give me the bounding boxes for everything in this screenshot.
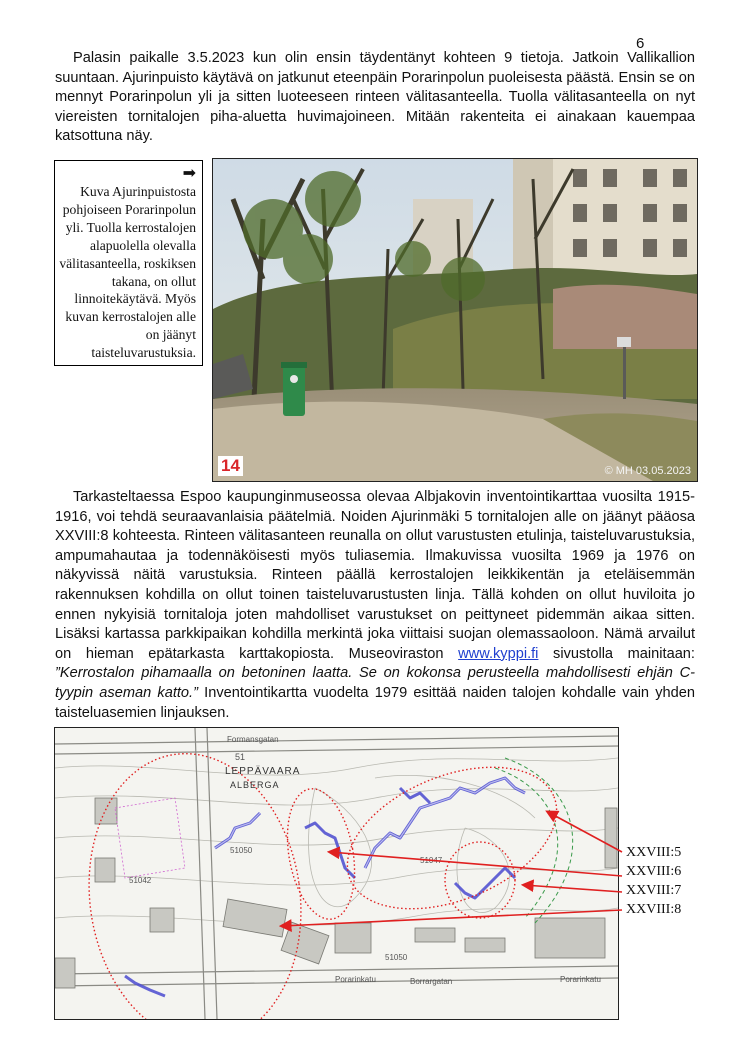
map-block-51: 51: [235, 752, 246, 762]
map-street-formansgatan: Formansgatan: [227, 735, 279, 744]
analysis-paragraph: [55, 488, 695, 723]
quote-text: ”Kerrostalon pihamaalla on betoninen laatta. Se on kokonsa perusteella mahdollisesti ehjän C-tyypin aseman katto.”: [55, 665, 695, 701]
inventory-map: [54, 727, 619, 1020]
map-label-xxviii-8: XXVIII:8: [626, 902, 682, 917]
page-number: 6: [636, 35, 645, 52]
photo-caption-text: Kuva Ajurinpuistosta pohjoiseen Porarinpolun yli. Tuolla kerrostalojen alapuolella olevalla välitasanteella, roskiksen takana, on ollut linnoitekäytävä. Myös kuvan kerrostalojen alle on jäänyt taisteluvarustuksia.: [59, 184, 196, 361]
map-place-alberga: ALBERGA: [230, 780, 280, 790]
kyppi-link[interactable]: www.kyppi.fi: [458, 645, 539, 662]
right-arrow-icon: ➡: [182, 165, 196, 182]
map-drawing: [55, 728, 618, 1019]
map-block-51050-a: 51050: [230, 846, 253, 855]
photo-credit: © MH 03.05.2023: [604, 465, 691, 477]
park-photo: [212, 158, 698, 482]
map-place-leppavaara: LEPPÄVAARA: [225, 766, 301, 777]
map-block-51042: 51042: [129, 876, 152, 885]
map-block-51047: 51047: [420, 856, 443, 865]
photo-caption-box: [54, 160, 203, 366]
map-label-xxviii-6: XXVIII:6: [626, 864, 682, 879]
map-street-porarinkatu-b: Porarinkatu: [560, 975, 601, 984]
map-street-porarinkatu-a: Porarinkatu: [335, 975, 376, 984]
photo-number: 14: [218, 456, 243, 476]
map-label-xxviii-5: XXVIII:5: [626, 845, 682, 860]
intro-paragraph-text: Palasin paikalle 3.5.2023 kun olin ensin täydentänyt kohteen 9 tietoja. Jatkoin Vallikallion suuntaan. Ajurinpuisto käytävä on jatkunut eteenpäin Porarinpolun puoleisesta päästä. Ensin se on mennyt Porarinpolun yli ja sitten luoteeseen rinteen välitasanteella. Tuolla välitasanteella on nyt viereisten tornitalojen piha-aluetta huvimajoineen. Mitään rakenteita ei ainakaan kauempaa katsottuna näy.: [55, 50, 695, 145]
map-street-borrargatan: Borrargatan: [410, 977, 453, 986]
analysis-text: Tarkasteltaessa Espoo kaupunginmuseossa olevaa Albjakovin inventointikarttaa vuosilta 1915-1916, voi tehdä seuraavanlaisia päätelmiä. Noiden Ajurinmäki 5 tornitalojen alle on jäänyt pääosa XXVIII:8 kohteesta. Rinteen välitasanteen reunalla on ollut varustusten etulinja, taisteluvarustuksia, ampumahautaa ja todennäköisesti myös tuliasemia. Ilmakuvissa vuosilta 1969 ja 1976 on näkyvissä näitä varustuksia. Rinteen päällä kerrostalojen leikkikentän ja eteläisemmän rakennuksen kohdilla on ollut toinen taisteluvarustusten linja. Tällä kohden on ollut huviloita jo ennen nykyisiä tornitaloja joten mahdolliset varustukset on peittyneet pidemmän aikaa sitten. Lisäksi kartassa parkkipaikan kohdilla merkintä joka viittaisi suojan olemassaoloon. Nämä arvailut on hieman epätarkasta karttakopiosta. Museoviraston: [55, 489, 695, 662]
map-block-51050-b: 51050: [385, 953, 408, 962]
analysis-text-after-link: sivustolla mainitaan:: [553, 645, 695, 662]
intro-paragraph: [55, 49, 695, 147]
map-label-xxviii-7: XXVIII:7: [626, 883, 682, 898]
analysis-ending: Inventointikartta vuodelta 1979 esittää naiden talojen kohdalle vain yhden taisteluasemien linjauksen.: [55, 684, 695, 721]
park-photo-illustration: [213, 159, 697, 481]
